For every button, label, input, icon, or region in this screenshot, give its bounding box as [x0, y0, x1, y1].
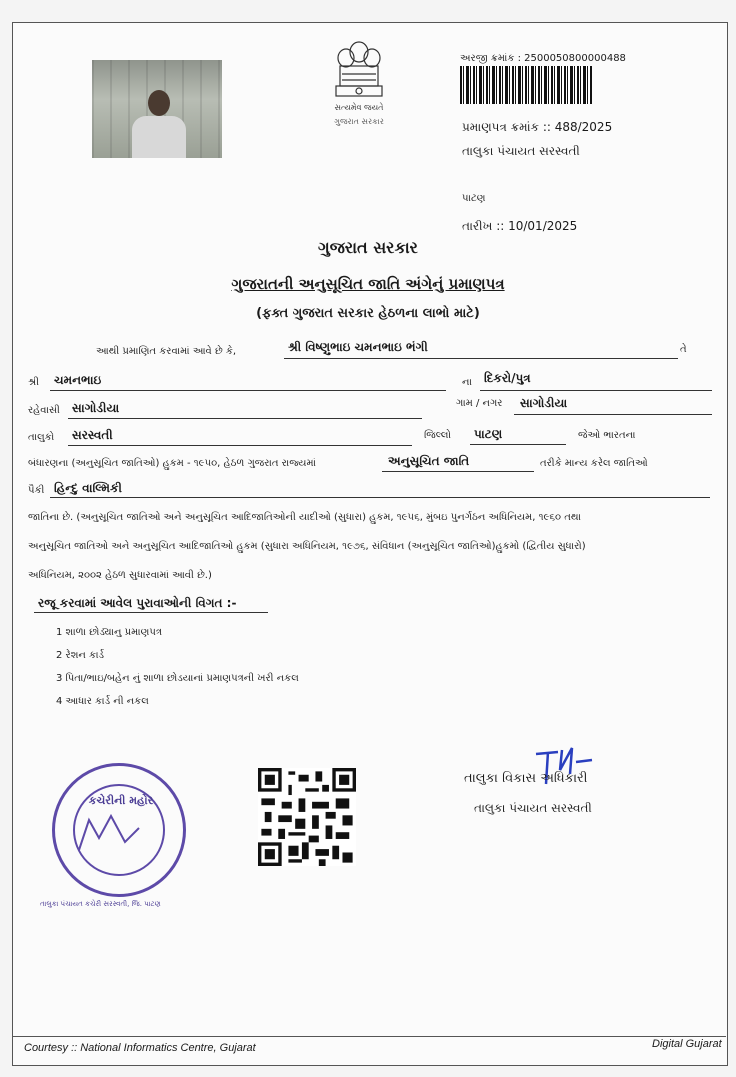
- village-value: સાગોડીયા: [520, 396, 568, 410]
- caste-value: હિન્દુ વાલ્મિકી: [54, 481, 122, 495]
- india-text: જેઓ ભારતના: [578, 430, 636, 441]
- application-number: અરજી ક્રમાંક : 2500050800000488: [460, 53, 626, 64]
- district-label: જિલ્લો: [424, 430, 451, 441]
- documents-heading: રજૂ કરવામાં આવેલ પુરાવાઓની વિગત :-: [38, 596, 237, 610]
- header-district: પાટણ: [462, 193, 486, 204]
- resident-value: સાગોડીયા: [72, 401, 120, 415]
- taluka-label: તાલુકો: [28, 432, 55, 443]
- recognized-text: તરીકે માન્ય કરેલ જાતિઓ: [540, 458, 648, 469]
- certificate-subtitle: (ફક્ત ગુજરાત સરકાર હેઠળના લાભો માટે): [256, 306, 480, 321]
- footer-courtesy: Courtesy :: National Informatics Centre, Gujarat: [24, 1042, 256, 1054]
- certify-text: આથી પ્રમાણિત કરવામાં આવે છે કે,: [96, 346, 237, 357]
- taluka-value: સરસ્વતી: [72, 428, 113, 442]
- applicant-name: શ્રી વિષ્ણુભાઇ ચમનભાઇ ભંગી: [288, 340, 428, 354]
- seal-center-text: કચેરીની મહોર: [88, 794, 154, 807]
- qr-code: [258, 768, 356, 866]
- legal-para-line-1: જાતિના છે. (અનુસૂચિત જાતિઓ અને અનુસૂચિત આદિજાતિઓની યાદીઓ (સુધારા) હુકમ, ૧૯૫૬, મુંબઇ પુનર્ગઠન અધિનિયમ, ૧૯૬૦ તથા: [28, 512, 581, 523]
- footer-digital: Digital Gujarat: [652, 1038, 722, 1050]
- seal-ring-text: તાલુકા પંચાયત કચેરી સરસ્વતી, જિ. પાટણ: [40, 900, 161, 908]
- office-seal: [52, 763, 186, 897]
- emblem-caption-2: ગુજરાત સરકાર: [334, 117, 384, 126]
- certificate-number: પ્રમાણપત્ર ક્રમાંક :: 488/2025: [462, 120, 613, 134]
- village-label: ગામ / નગર: [456, 398, 503, 409]
- among-label: પૈકી: [28, 485, 45, 496]
- district-value: પાટણ: [474, 427, 503, 441]
- document-item: 1 શાળા છોડ્યાનુ પ્રમાણપત્ર: [56, 627, 162, 638]
- shri-label: શ્રી: [28, 377, 40, 388]
- category-value: અનુસૂચિત જાતિ: [388, 454, 470, 468]
- document-item: 4 આધાર કાર્ડ ની નકલ: [56, 696, 149, 707]
- constitution-text: બંધારણના (અનુસૂચિત જાતિઓ) હુકમ - ૧૯૫૦, હેઠળ ગુજરાત રાજ્યમાં: [28, 458, 316, 469]
- officer-designation: તાલુકા વિકાસ અધિકારી: [464, 771, 588, 786]
- applicant-photo: [92, 60, 222, 158]
- document-item: 2 રેશન કાર્ડ: [56, 650, 105, 661]
- emblem-caption-1: સત્યમેવ જયતે: [334, 103, 384, 112]
- that-text: તે: [680, 344, 687, 355]
- barcode: [460, 66, 592, 104]
- state-emblem-icon: [320, 36, 398, 132]
- legal-para-line-2: અનુસૂચિત જાતિઓ અને અનુસૂચિત આદિજાતિઓ હુકમ (સુધારા અધિનિયમ, ૧૯૭૬, સંવિધાન (અનુસૂચિત જાતિઓ)હુકમો (દ્વિતીય સુધારો): [28, 541, 586, 552]
- na-label: ના: [462, 377, 472, 388]
- government-title: ગુજરાત સરકાર: [318, 238, 418, 257]
- issue-date: તારીખ :: 10/01/2025: [462, 219, 578, 233]
- document-item: 3 પિતા/ભાઇ/બહેન નું શાળા છોડયાનાં પ્રમાણપત્રની ખરી નકલ: [56, 673, 299, 684]
- officer-office: તાલુકા પંચાયત સરસ્વતી: [474, 801, 592, 815]
- footer-divider: [12, 1036, 726, 1037]
- certificate-title: ગુજરાતની અનુસૂચિત જાતિ અંગેનું પ્રમાણપત્ર: [231, 275, 505, 293]
- resident-label: રહેવાસી: [28, 405, 60, 416]
- father-name: ચમનભાઇ: [54, 373, 102, 387]
- relation: દિકરો/પુત્ર: [484, 371, 531, 385]
- legal-para-line-3: અધિનિયમ, ૨૦૦૨ હેઠળ સુધારવામાં આવી છે.): [28, 570, 212, 581]
- header-office: તાલુકા પંચાયત સરસ્વતી: [462, 144, 580, 158]
